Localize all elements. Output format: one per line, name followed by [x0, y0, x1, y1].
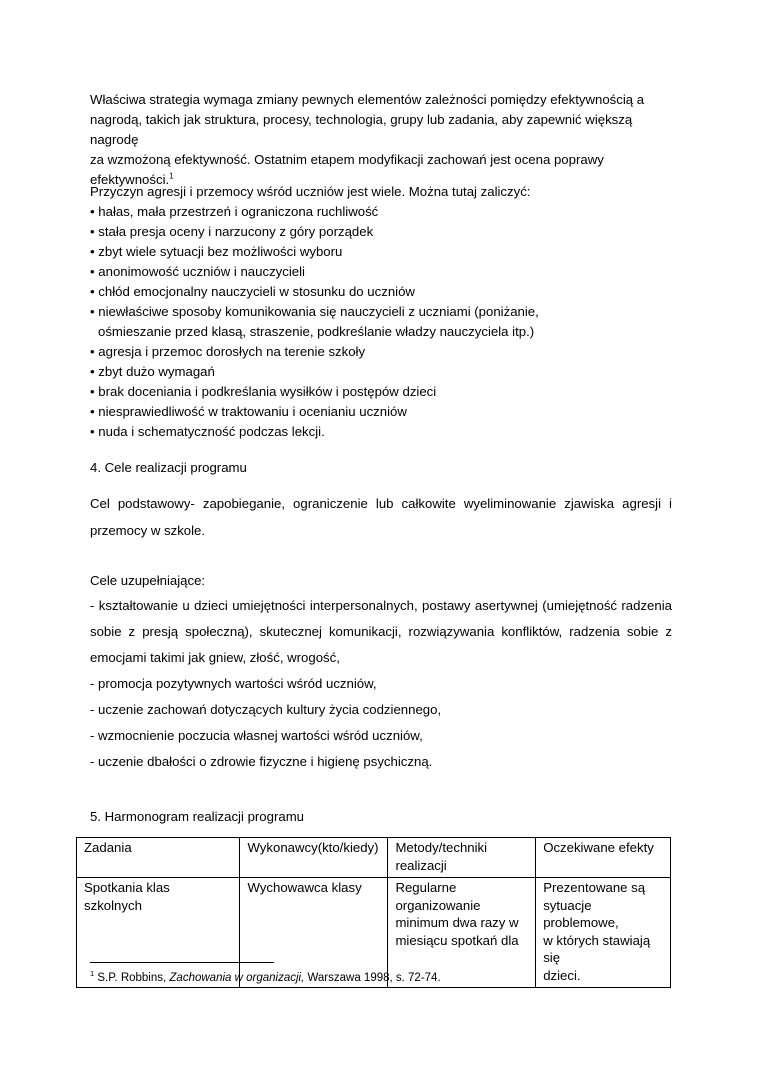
- paragraph-line: Właściwa strategia wymaga zmiany pewnych elementów zależności pomiędzy efektywnością a: [90, 92, 645, 107]
- footnote-rest: Warszawa 1998, s. 72-74.: [304, 972, 441, 984]
- goal-line: - uczenie dbałości o zdrowie fizyczne i higienę psychiczną.: [90, 754, 433, 769]
- paragraph-line: efektywności.$^1$: [90, 171, 174, 187]
- goal-line: - promocja pozytywnych wartości wśród uczniów,: [90, 676, 377, 691]
- footnote-title: Zachowania w organizacji,: [169, 972, 305, 984]
- list-item: • niewłaściwe sposoby komunikowania się nauczycieli z uczniami (poniżanie,: [90, 304, 539, 319]
- footnote-number: 1: [90, 969, 95, 979]
- list-item: • agresja i przemoc dorosłych na terenie szkoły: [90, 344, 366, 359]
- footnote-author: S.P. Robbins,: [97, 972, 170, 984]
- causes-list: [90, 182, 672, 442]
- main-goal-line: przemocy w szkole.: [90, 523, 206, 538]
- table-header-row: [77, 838, 671, 878]
- list-item-continuation: ośmieszanie przed klasą, straszenie, podkreślanie władzy nauczyciela itp.): [98, 324, 535, 339]
- list-item: • zbyt wiele sytuacji bez możliwości wyboru: [90, 244, 343, 259]
- footnote: [90, 970, 441, 986]
- main-goal-line: Cel podstawowy- zapobieganie, ograniczenie lub całkowite wyeliminowanie zjawiska agresji i: [90, 496, 672, 511]
- list-item: • zbyt dużo wymagań: [90, 364, 215, 379]
- table-cell: Regularne organizowanie minimum dwa razy w miesiącu spotkań dla: [388, 878, 536, 988]
- list-item: • stała presja oceny i narzucony z góry porządek: [90, 224, 374, 239]
- list-item: • anonimowość uczniów i nauczycieli: [90, 264, 305, 279]
- table-header-cell: Oczekiwane efekty: [536, 838, 671, 878]
- supplementary-goals-heading: Cele uzupełniające:: [90, 573, 206, 588]
- goal-line: sobie z presją społeczną), skutecznej komunikacji, rozwiązywania konfliktów, radzenia sobie z: [90, 624, 672, 639]
- section-heading: 4. Cele realizacji programu: [90, 460, 247, 475]
- goal-line: - kształtowanie u dzieci umiejętności interpersonalnych, postawy asertywnej (umiejętność radzenia: [90, 598, 672, 613]
- goal-line: - wzmocnienie poczucia własnej wartości wśród uczniów,: [90, 728, 423, 743]
- footnote-separator: [90, 962, 274, 963]
- goal-line: - uczenie zachowań dotyczących kultury życia codziennego,: [90, 702, 442, 717]
- list-item: • chłód emocjonalny nauczycieli w stosunku do uczniów: [90, 284, 415, 299]
- section-heading: 5. Harmonogram realizacji programu: [90, 809, 305, 824]
- list-item: • hałas, mała przestrzeń i ograniczona ruchliwość: [90, 204, 379, 219]
- table-header-cell: Metody/techniki realizacji: [388, 838, 536, 878]
- table-header-cell: Zadania: [77, 838, 240, 878]
- paragraph-line: za wzmożoną efektywność. Ostatnim etapem modyfikacji zachowań jest ocena poprawy: [90, 152, 604, 167]
- paragraph-line: nagrodą, takich jak struktura, procesy, technologia, grupy lub zadania, aby zapewnić większą nagrodę: [90, 112, 633, 147]
- list-item: • brak doceniania i podkreślania wysiłków i postępów dzieci: [90, 384, 437, 399]
- table-cell: Prezentowane są sytuacje problemowe, w których stawiają się dzieci.: [536, 878, 671, 988]
- goal-line: emocjami takimi jak gniew, złość, wrogość,: [90, 650, 340, 665]
- main-goal: [90, 490, 672, 544]
- table-cell: Wychowawca klasy: [240, 878, 388, 988]
- table-header-cell: Wykonawcy(kto/kiedy): [240, 838, 388, 878]
- supplementary-goals: [90, 593, 672, 775]
- causes-intro: Przyczyn agresji i przemocy wśród uczniów jest wiele. Można tutaj zaliczyć:: [90, 184, 531, 199]
- list-item: • niesprawiedliwość w traktowaniu i ocenianiu uczniów: [90, 404, 407, 419]
- table-cell: Spotkania klas szkolnych: [77, 878, 240, 988]
- intro-paragraph: [90, 90, 672, 190]
- schedule-table: [76, 837, 671, 988]
- footnote-ref[interactable]: 1: [169, 171, 174, 181]
- list-item: • nuda i schematyczność podczas lekcji.: [90, 424, 325, 439]
